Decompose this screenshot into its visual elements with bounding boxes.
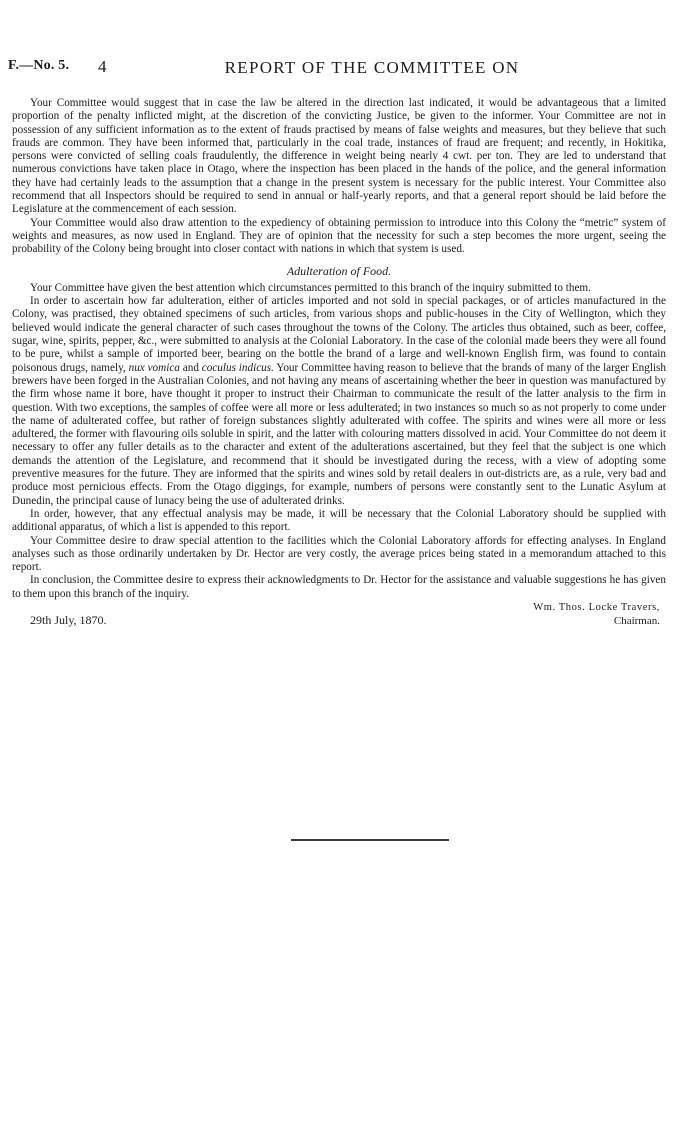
paragraph-laboratory-facilities: Your Committee desire to draw special attention to the facilities which the Colonial Laboratory affords for effecting analyses. In England analyses such as those ordinarily undertaken by Dr. Hector are very costly, the average prices being stated in a memorandum attached to this report. bbox=[12, 534, 666, 574]
signature-block bbox=[12, 601, 666, 629]
page-number: 4 bbox=[98, 57, 107, 76]
running-title: REPORT OF THE COMMITTEE ON bbox=[224, 58, 520, 77]
document-reference: F.—No. 5. bbox=[8, 58, 70, 73]
paragraph-analysis-findings bbox=[12, 295, 666, 508]
analysis-text-part-1: In order to ascertain how far adulteration, either of articles imported and not sold in special packages, or of articles manufactured in the Colony, was practised, they obtained specimens of such articles, from various shops and public-houses in the City of Wellington, which they believed would indicate the general character of such cases throughout the towns of the Colony. The articles thus obtained, such as beer, coffee, sugar, wine, spirits, pepper, &c., were submitted to analysis at the Colonial Laboratory. In the case of the colonial made beers they were all found to be pure, whilst a sample of imported beer, bearing on the bottle the brand of a large and well-known English firm, was found to contain poisonous drugs, namely, bbox=[12, 295, 666, 374]
report-body bbox=[12, 97, 666, 629]
analysis-text-part-2: Your Committee having reason to believe that the brands of many of the larger English brewers have been forged in the Australian Colonies, and not having any means of ascertaining whether the beer in question was manufactured by the firm whose name it bore, have thought it proper to instruct their Chairman to communicate the result of the latter analysis to the firm in question. With two exceptions, the samples of coffee were all more or less adulterated; in two instances so much so as not properly to come under the name of adulterated coffee, but rather of foreign substances slightly adulterated with coffee. The spirits and wines were all more or less adultered, the former with flavouring oils soluble in spirit, and the latter with colouring matters dissolved in acid. Your Committee do not deem it necessary to offer any fuller details as to the character and extent of the adulterations ascertained, but they feel that the subject is one which demands the attention of the Legislature, and recommend that it should be investigated during the recess, with a view of adopting some preventive measures for the future. They are informed that the spirits and wines sold by retail dealers in out-districts are, as a rule, very bad and produce most pernicious effects. From the Otago diggings, for example, numbers of persons were constantly sent to the Lunatic Asylum at Dunedin, the principal cause of lunacy being the use of adulterated drinks. bbox=[12, 361, 666, 507]
paragraph-metric-system: Your Committee would also draw attention to the expediency of obtaining permission to introduce into this Colony the “metric” system of weights and measures, as now used in England. They are of opinion that the necessity for such a step becomes the more urgent, seeing the probability of the Colony being brought into closer contact with nations in which that system is used. bbox=[12, 216, 666, 256]
paragraph-informer-penalty: Your Committee would suggest that in case the law be altered in the direction last indicated, it would be advantageous that a limited proportion of the penalty inflicted might, at the discretion of the convicting Justice, be given to the informer. Your Committee are not in possession of any sufficient information as to the extent of frauds practised by means of false weights and measures, but they believe that such frauds are common. They have been informed that, particularly in the coal trade, instances of fraud are frequent; and recently, in Hokitika, persons were convicted of selling coals fraudulently, the difference in weight being nearly 4 cwt. per ton. They are led to understand that numerous convictions have taken place in Otago, where the inspection has been placed in the hands of the police, and the general information they have had certainly leads to the assumption that a change in the present system is necessary for the public interest. Your Committee also recommend that all Inspectors should be required to send in annual or half-yearly reports, and that a general report should be laid before the Legislature at the commencement of each session. bbox=[12, 97, 666, 216]
signatory-name: Wm. Thos. Locke Travers, bbox=[533, 601, 660, 613]
section-heading-adulteration: Adulteration of Food. bbox=[286, 263, 392, 278]
drug-name-nux-vomica: nux vomica bbox=[128, 361, 180, 374]
report-date: 29th July, 1870. bbox=[30, 612, 107, 627]
signatory-role: Chairman. bbox=[613, 614, 660, 627]
page-header bbox=[0, 58, 700, 82]
drug-name-coculus-indicus: coculus indicus. bbox=[201, 361, 274, 374]
closing-rule bbox=[291, 839, 449, 841]
paragraph-best-attention: Your Committee have given the best attention which circumstances permitted to this branch of the inquiry submitted to them. bbox=[30, 281, 591, 294]
analysis-text-and: and bbox=[182, 361, 199, 374]
paragraph-laboratory-apparatus: In order, however, that any effectual analysis may be made, it will be necessary that the Colonial Laboratory should be supplied with additional apparatus, of which a list is appended to this report. bbox=[12, 507, 666, 534]
paragraph-acknowledgments: In conclusion, the Committee desire to express their acknowledgments to Dr. Hector for the assistance and valuable suggestions he has given to them upon this branch of the inquiry. bbox=[12, 574, 666, 600]
